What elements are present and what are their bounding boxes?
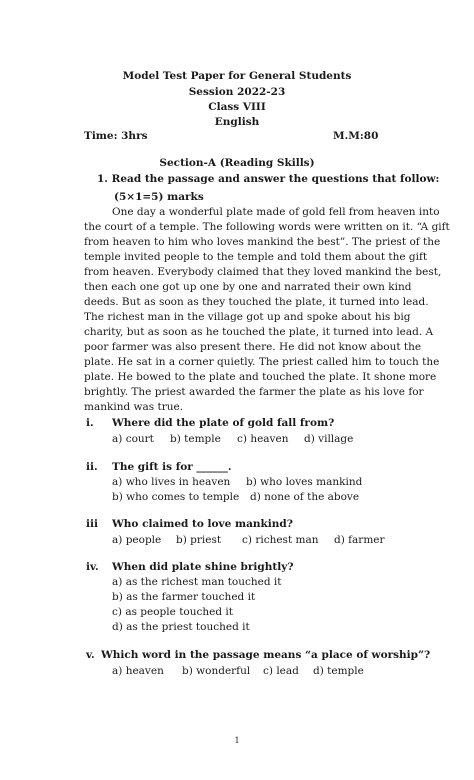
- question-number: ii.: [86, 461, 98, 473]
- passage-line: from heaven. Everybody claimed that they loved mankind the best,: [84, 266, 442, 278]
- option: b) who comes to temple: [112, 491, 240, 503]
- passage-line: plate. He sat in a corner quietly. The priest called him to touch the: [84, 356, 440, 368]
- option: a) people: [112, 534, 162, 546]
- section-marks: (5×1=5) marks: [114, 191, 204, 203]
- option: c) as people touched it: [112, 606, 233, 618]
- passage-line: temple invited people to the temple and told them about the gift: [84, 251, 428, 263]
- subject-label: English: [214, 116, 260, 128]
- max-marks-label: M.M:80: [333, 130, 379, 142]
- passage-line: charity, but as soon as he touched the plate, it turned into lead. A: [84, 326, 434, 338]
- option: a) who lives in heaven: [112, 476, 231, 488]
- passage-line: The richest man in the village got up and spoke about his big: [84, 311, 411, 323]
- time-label: Time: 3hrs: [84, 130, 148, 142]
- option: a) as the richest man touched it: [112, 576, 282, 588]
- option: b) as the farmer touched it: [112, 591, 256, 603]
- question-number: iv.: [86, 561, 99, 573]
- option: c) richest man: [242, 534, 319, 546]
- section-title: Section-A (Reading Skills): [159, 157, 315, 169]
- question-number: i.: [86, 417, 94, 429]
- option: c) heaven: [237, 433, 289, 445]
- question-number: iii: [86, 518, 98, 530]
- passage-line: poor farmer was also present there. He did not know about the: [84, 341, 422, 353]
- option: d) none of the above: [250, 491, 360, 503]
- passage-line: from heaven to him who loves mankind the best”. The priest of the: [84, 236, 441, 248]
- passage-line: then each one got up one by one and narrated their own kind: [84, 281, 412, 293]
- passage-line: the court of a temple. The following words were written on it. “A gift: [84, 221, 450, 233]
- question-text: The gift is for ______.: [112, 461, 232, 473]
- option: d) farmer: [334, 534, 385, 546]
- passage-line: plate. He bowed to the plate and touched the plate. It shone more: [84, 371, 437, 383]
- question-text: When did plate shine brightly?: [112, 561, 294, 573]
- page-number: 1: [234, 736, 240, 745]
- option: d) as the priest touched it: [112, 621, 250, 633]
- option: c) lead: [263, 665, 299, 677]
- option: b) temple: [170, 433, 221, 445]
- question-text: Which word in the passage means “a place of worship”?: [101, 649, 431, 661]
- option: b) priest: [176, 534, 222, 546]
- option: d) village: [304, 433, 354, 445]
- option: a) heaven: [112, 665, 164, 677]
- option: b) who loves mankind: [246, 476, 363, 488]
- passage-line: brightly. The priest awarded the farmer the plate as his love for: [84, 386, 424, 398]
- option: d) temple: [313, 665, 364, 677]
- paper-title: Model Test Paper for General Students: [122, 70, 352, 82]
- option: a) court: [112, 433, 154, 445]
- passage-line: deeds. But as soon as they touched the plate, it turned into lead.: [84, 296, 429, 308]
- question-text: Where did the plate of gold fall from?: [112, 417, 335, 429]
- option: b) wonderful: [182, 665, 251, 677]
- passage-line: mankind was true.: [84, 401, 184, 413]
- question-text: Who claimed to love mankind?: [112, 518, 293, 530]
- session-label: Session 2022-23: [188, 86, 286, 98]
- section-instruction: 1. Read the passage and answer the questions that follow:: [97, 173, 440, 185]
- passage-line: One day a wonderful plate made of gold fell from heaven into: [112, 206, 440, 218]
- class-label: Class VIII: [208, 101, 266, 113]
- question-number: v.: [86, 649, 95, 661]
